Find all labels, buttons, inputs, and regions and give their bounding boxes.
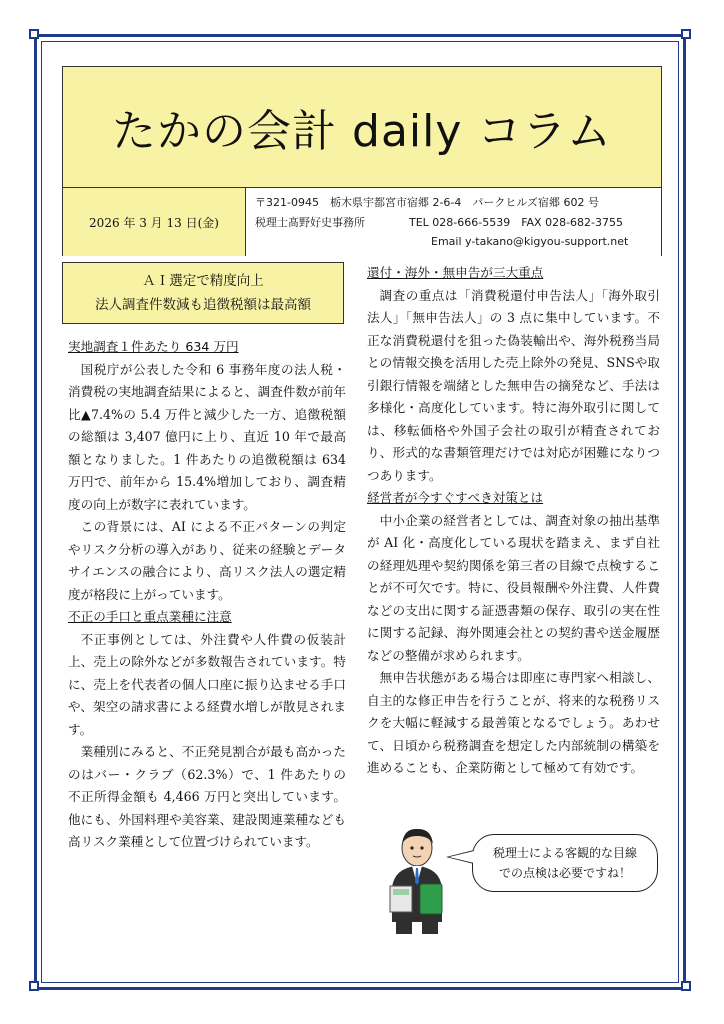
bubble-line-1: 税理士による客観的な目線: [492, 846, 637, 860]
newsletter-header: [62, 66, 662, 256]
title-band: [63, 67, 661, 187]
info-row: [63, 187, 661, 256]
office-contact-line: 税理士髙野好史事務所 TEL 028-666-5539 FAX 028-682-3755: [255, 216, 624, 229]
email-line: Email y-takano@kigyou-support.net: [431, 235, 629, 248]
left-column: [68, 336, 346, 854]
paragraph: 不正事例としては、外注費や人件費の仮装計上、売上の除外などが多数報告されています。特に、売上を代表者の個人口座に振り込ませる手口や、架空の請求書による経費水増しが散見されます。: [68, 631, 346, 737]
corner-ornament: [681, 29, 691, 39]
corner-ornament: [29, 29, 39, 39]
corner-ornament: [29, 981, 39, 991]
right-column: [367, 262, 660, 780]
paragraph: 中小企業の経営者としては、調査対象の抽出基準が AI 化・高度化している現状を踏まえ、まず自社の経理処理や契約関係を第三者の目線で点検することが不可欠です。特に、役員報酬や外注費、人件費などの支出に関する証憑書類の保存、取引の実在性に関する記録、海外関連会社との契約書や送金履歴などの整備が求められます。: [367, 512, 660, 663]
paragraph: 無申告状態がある場合は即座に専門家へ相談し、自主的な修正申告を行うことが、将来的な税務リスクを大幅に軽減する最善策となるでしょう。あわせて、日頃から税務調査を想定した内部統制の構築を進めることも、企業防衛として極めて有効です。: [367, 670, 660, 775]
issue-date: 2026 年 3 月 13 日(金): [63, 188, 246, 256]
paragraph: 調査の重点は「消費税還付申告法人」「海外取引法人」「無申告法人」の 3 点に集中しています。不正な消費税還付を狙った偽装輸出や、海外税務当局との情報交換を活用した売上除外の発見、SNSや取引銀行情報を端緒とした無申告の摘発など、手法は多様化・高度化しています。特に海外取引に関しては、移転価格や外国子会社の取引が精査されており、形式的な書類管理だけでは対応が困難になりつつあります。: [367, 287, 660, 483]
corner-ornament: [681, 981, 691, 991]
headline-box: [62, 262, 344, 324]
paragraph: 国税庁が公表した令和 6 事務年度の法人税・消費税の実地調査結果によると、調査件数が前年比▲7.4%の 5.4 万件と減少した一方、追徴税額の総額は 3,407 億円に上り、直近 10 年で最高額となりました。1 件あたりの追徴税額は 634 万円で、前年から 15.4%増加しており、調査精度の向上が数字に表れています。: [68, 361, 346, 512]
paragraph: 業種別にみると、不正発見割合が最も高かったのはバー・クラブ（62.3%）で、1 件あたりの不正所得金額も 4,466 万円と突出しています。他にも、外国料理や美容業、建設関連業種なども高リスク業種として位置づけられています。: [68, 744, 346, 849]
bubble-line-2: での点検は必要ですね！: [498, 866, 631, 880]
section-heading: 還付・海外・無申告が三大重点: [367, 265, 544, 280]
headline-line-2: 法人調査件数減も追徴税額は最高額: [95, 297, 311, 313]
section-heading: 経営者が今すぐすべき対策とは: [367, 490, 544, 505]
headline-line-1: ＡＩ選定で精度向上: [142, 273, 264, 289]
speech-bubble-tail-inner: [449, 851, 474, 863]
address-line: 〒321-0945 栃木県宇都宮市宿郷 2-6-4 パークヒルズ宿郷 602 号: [255, 196, 600, 209]
speech-bubble: [472, 834, 658, 892]
paragraph: この背景には、AI による不正パターンの判定やリスク分析の導入があり、従来の経験とデータサイエンスの融合により、高リスク法人の選定精度が格段に上がっています。: [68, 519, 346, 602]
section-heading: 不正の手口と重点業種に注意: [68, 609, 232, 624]
newsletter-title: たかの会計 daily コラム: [112, 106, 612, 157]
accountant-illustration: [382, 826, 452, 936]
section-heading: 実地調査１件あたり 634 万円: [68, 339, 239, 354]
